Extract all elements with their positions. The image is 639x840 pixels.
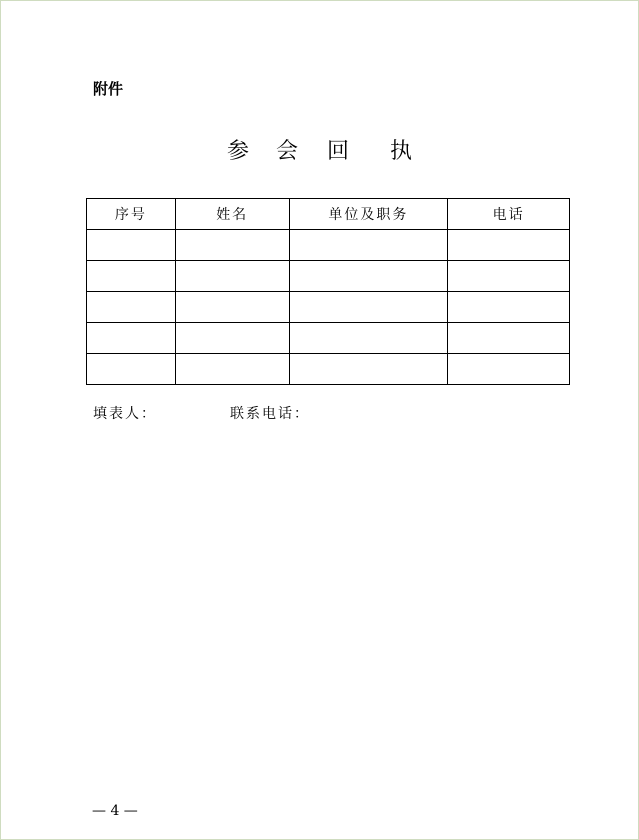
table-cell[interactable] xyxy=(175,230,289,261)
table-cell[interactable] xyxy=(87,292,176,323)
table-cell[interactable] xyxy=(87,323,176,354)
header-name: 姓名 xyxy=(175,199,289,230)
table-cell[interactable] xyxy=(175,323,289,354)
table-cell[interactable] xyxy=(448,323,570,354)
title-char: 参 xyxy=(226,139,249,164)
table-cell[interactable] xyxy=(87,230,176,261)
title-char: 回 xyxy=(327,139,350,164)
table-row xyxy=(87,230,570,261)
table-cell[interactable] xyxy=(175,292,289,323)
table-row xyxy=(87,261,570,292)
table-cell[interactable] xyxy=(175,354,289,385)
table-row xyxy=(87,292,570,323)
table-cell[interactable] xyxy=(448,354,570,385)
table-cell[interactable] xyxy=(87,261,176,292)
header-serial: 序号 xyxy=(87,199,176,230)
table-cell[interactable] xyxy=(289,354,448,385)
title-char: 执 xyxy=(390,139,413,164)
table-cell[interactable] xyxy=(87,354,176,385)
header-phone: 电话 xyxy=(448,199,570,230)
table-cell[interactable] xyxy=(289,323,448,354)
filler-label: 填表人： xyxy=(93,406,157,422)
attachment-label: 附件 xyxy=(93,80,124,98)
table-cell[interactable] xyxy=(448,292,570,323)
contact-phone-label: 联系电话： xyxy=(230,406,310,422)
table-cell[interactable] xyxy=(289,230,448,261)
table-cell[interactable] xyxy=(289,261,448,292)
document-title xyxy=(0,134,639,165)
table-row xyxy=(87,354,570,385)
table-cell[interactable] xyxy=(448,261,570,292)
page-number: — 4 — xyxy=(92,803,138,819)
table-cell[interactable] xyxy=(175,261,289,292)
table-row xyxy=(87,323,570,354)
table-cell[interactable] xyxy=(289,292,448,323)
header-unit-position: 单位及职务 xyxy=(289,199,448,230)
title-char: 会 xyxy=(275,139,298,164)
table-cell[interactable] xyxy=(448,230,570,261)
attendee-table xyxy=(86,198,570,385)
table-header-row xyxy=(87,199,570,230)
